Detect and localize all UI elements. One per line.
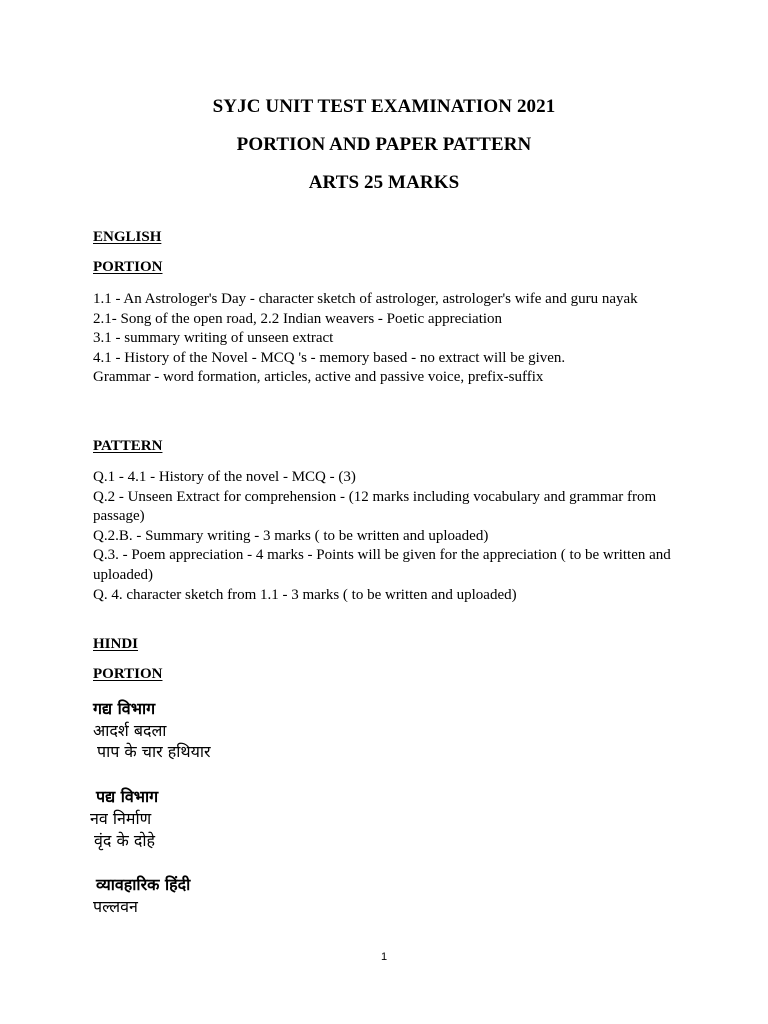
english-heading: ENGLISH bbox=[93, 229, 162, 245]
english-pattern-heading: PATTERN bbox=[93, 438, 163, 454]
pattern-line: Q.3. - Poem appreciation - 4 marks - Points will be given for the appreciation ( to be written and uploaded) bbox=[93, 547, 671, 583]
english-portion-list bbox=[93, 290, 683, 388]
pattern-line: Q.1 - 4.1 - History of the novel - MCQ - (3) bbox=[93, 469, 356, 485]
portion-line: 2.1- Song of the open road, 2.2 Indian weavers - Poetic appreciation bbox=[93, 310, 503, 327]
portion-line: 3.1 - summary writing of unseen extract bbox=[93, 330, 334, 347]
hindi-heading: HINDI bbox=[93, 636, 139, 652]
gadya-vibhag-heading: गद्य विभाग bbox=[93, 699, 156, 718]
exam-subtitle: PORTION AND PAPER PATTERN bbox=[236, 134, 532, 155]
hindi-portion-heading: PORTION bbox=[93, 666, 163, 682]
padya-item: नव निर्माण bbox=[90, 809, 152, 828]
portion-line: Grammar - word formation, articles, active and passive voice, prefix-suffix bbox=[93, 369, 544, 386]
pattern-line: Q.2 - Unseen Extract for comprehension - (12 marks including vocabulary and grammar from passage) bbox=[93, 488, 657, 525]
gadya-item: पाप के चार हथियार bbox=[97, 742, 211, 761]
vyavaharik-item: पल्लवन bbox=[93, 897, 138, 916]
padya-item: वृंद के दोहे bbox=[94, 831, 155, 850]
english-pattern-list bbox=[93, 468, 683, 605]
gadya-item: आदर्श बदला bbox=[93, 721, 167, 740]
english-portion-heading: PORTION bbox=[93, 259, 163, 275]
vyavaharik-hindi-heading: व्यावहारिक हिंदी bbox=[96, 875, 191, 894]
page-number: 1 bbox=[380, 951, 388, 963]
padya-vibhag-heading: पद्य विभाग bbox=[96, 787, 159, 806]
pattern-line: Q.2.B. - Summary writing - 3 marks ( to be written and uploaded) bbox=[93, 527, 489, 544]
stream-marks-title: ARTS 25 MARKS bbox=[308, 172, 460, 193]
portion-line: 4.1 - History of the Novel - MCQ 's - memory based - no extract will be given. bbox=[93, 349, 566, 366]
pattern-line: Q. 4. character sketch from 1.1 - 3 marks ( to be written and uploaded) bbox=[93, 586, 517, 603]
document-header bbox=[0, 88, 768, 202]
exam-title: SYJC UNIT TEST EXAMINATION 2021 bbox=[212, 96, 556, 117]
portion-line: 1.1 - An Astrologer's Day - character sketch of astrologer, astrologer's wife and guru nayak bbox=[93, 291, 638, 307]
